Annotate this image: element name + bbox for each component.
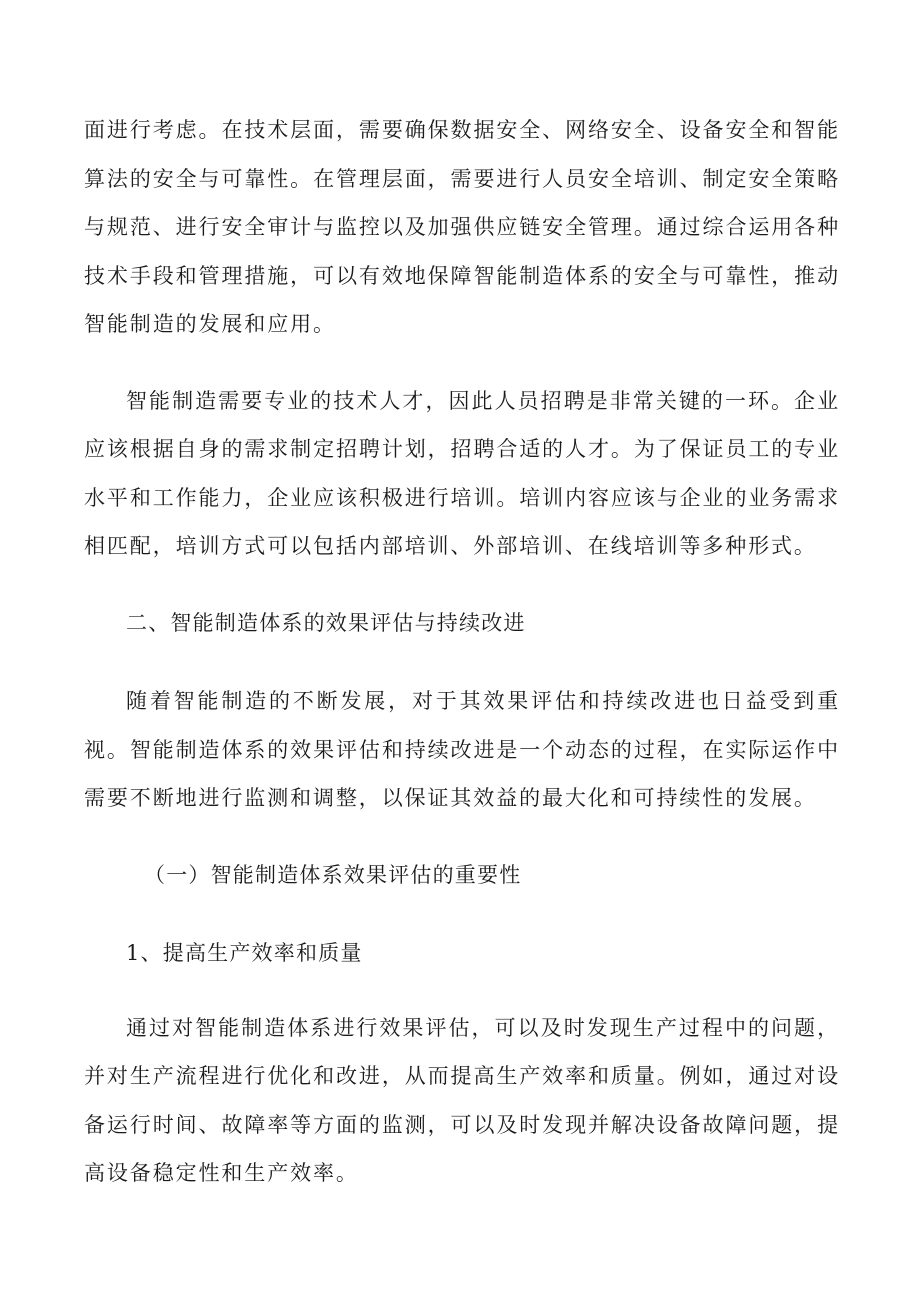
paragraph-talent-recruitment: 智能制造需要专业的技术人才，因此人员招聘是非常关键的一环。企业应该根据自身的需求制定招聘计划，招聘合适的人才。为了保证员工的专业水平和工作能力，企业应该积极进行培训。培训内容应该与企业的业务需求相匹配，培训方式可以包括内部培训、外部培训、在线培训等多种形式。 bbox=[84, 388, 840, 558]
paragraph-security-summary: 面进行考虑。在技术层面，需要确保数据安全、网络安全、设备安全和智能算法的安全与可靠性。在管理层面，需要进行人员安全培训、制定安全策略与规范、进行安全审计与监控以及加强供应链安全管理。通过综合运用各种技术手段和管理措施，可以有效地保障智能制造体系的安全与可靠性，推动智能制造的发展和应用。 bbox=[84, 118, 840, 336]
item-heading: 1、提高生产效率和质量 bbox=[126, 941, 363, 965]
document-body bbox=[84, 106, 840, 1226]
paragraph-efficiency-quality: 通过对智能制造体系进行效果评估，可以及时发现生产过程中的问题，并对生产流程进行优化和改进，从而提高生产效率和质量。例如，通过对设备运行时间、故障率等方面的监测，可以及时发现并解决设备故障问题，提高设备稳定性和生产效率。 bbox=[84, 1015, 840, 1185]
section-heading: 二、智能制造体系的效果评估与持续改进 bbox=[126, 610, 526, 635]
subsection-heading: （一）智能制造体系效果评估的重要性 bbox=[144, 862, 522, 887]
paragraph-evaluation-intro: 随着智能制造的不断发展，对于其效果评估和持续改进也日益受到重视。智能制造体系的效果评估和持续改进是一个动态的过程，在实际运作中需要不断地进行监测和调整，以保证其效益的最大化和可持续性的发展。 bbox=[84, 689, 840, 810]
